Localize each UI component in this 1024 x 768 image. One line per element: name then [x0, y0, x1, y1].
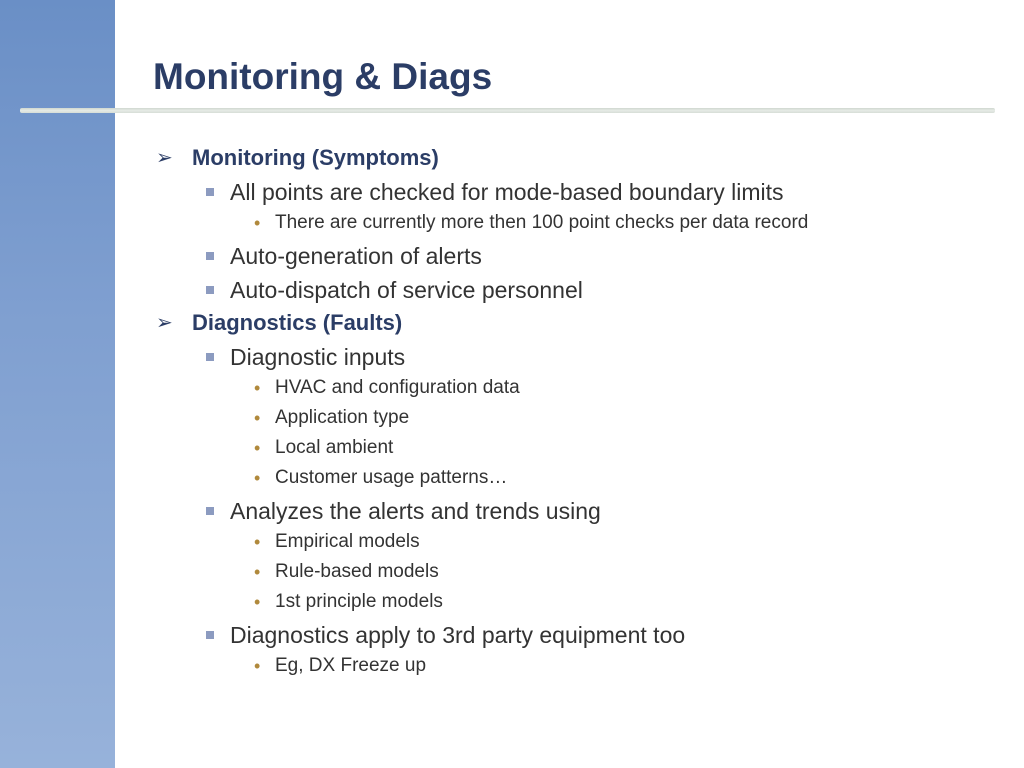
- bullet-text: Auto-generation of alerts: [230, 243, 482, 269]
- bullet-text: Eg, DX Freeze up: [275, 655, 427, 676]
- square-bullet-icon: [206, 286, 214, 294]
- bullet-item-level2: [230, 242, 482, 270]
- bullet-text: Analyzes the alerts and trends using: [230, 498, 601, 524]
- bullet-item-level3: [254, 211, 809, 235]
- dot-bullet-icon: •: [254, 592, 261, 612]
- bullet-item-level3: [254, 560, 439, 584]
- bullet-item-level3: [254, 530, 420, 554]
- bullet-text: Rule-based models: [275, 561, 439, 582]
- dot-bullet-icon: •: [254, 438, 261, 458]
- square-bullet-icon: [206, 631, 214, 639]
- bullet-item-level2: [230, 621, 685, 649]
- bullet-text: HVAC and configuration data: [275, 377, 520, 398]
- bullet-item-level2: [230, 276, 583, 304]
- bullet-text: Diagnostics apply to 3rd party equipment too: [230, 622, 686, 648]
- bullet-item-level1: [156, 310, 403, 336]
- bullet-text: Diagnostics (Faults): [192, 310, 403, 335]
- arrowhead-bullet-icon: ➢: [156, 312, 173, 334]
- bullet-text: All points are checked for mode-based boundary limits: [230, 179, 784, 205]
- bullet-item-level2: [230, 178, 784, 206]
- bullet-text: Monitoring (Symptoms): [192, 145, 439, 170]
- bullet-item-level2: [230, 497, 601, 525]
- bullet-item-level3: [254, 406, 410, 430]
- bullet-item-level3: [254, 654, 427, 678]
- bullet-text: Local ambient: [275, 437, 394, 458]
- bullet-item-level3: [254, 376, 520, 400]
- bullet-text: Auto-dispatch of service personnel: [230, 277, 583, 303]
- bullet-text: 1st principle models: [275, 591, 443, 612]
- bullet-item-level2: [230, 343, 405, 371]
- dot-bullet-icon: •: [254, 408, 261, 428]
- bullet-text: Customer usage patterns…: [275, 467, 508, 488]
- dot-bullet-icon: •: [254, 468, 261, 488]
- dot-bullet-icon: •: [254, 378, 261, 398]
- dot-bullet-icon: •: [254, 656, 261, 676]
- square-bullet-icon: [206, 353, 214, 361]
- bullet-item-level3: [254, 590, 443, 614]
- square-bullet-icon: [206, 188, 214, 196]
- slide-title: Monitoring & Diags: [153, 56, 493, 97]
- bullet-item-level1: [156, 145, 439, 171]
- dot-bullet-icon: •: [254, 532, 261, 552]
- bullet-item-level3: [254, 436, 394, 460]
- bullet-text: Diagnostic inputs: [230, 344, 406, 370]
- bullet-text: Application type: [275, 407, 410, 428]
- arrowhead-bullet-icon: ➢: [156, 147, 173, 169]
- square-bullet-icon: [206, 252, 214, 260]
- square-bullet-icon: [206, 507, 214, 515]
- bullet-text: Empirical models: [275, 531, 420, 552]
- dot-bullet-icon: •: [254, 562, 261, 582]
- bullet-item-level3: [254, 466, 508, 490]
- bullet-text: There are currently more then 100 point checks per data record: [275, 212, 809, 233]
- dot-bullet-icon: •: [254, 213, 261, 233]
